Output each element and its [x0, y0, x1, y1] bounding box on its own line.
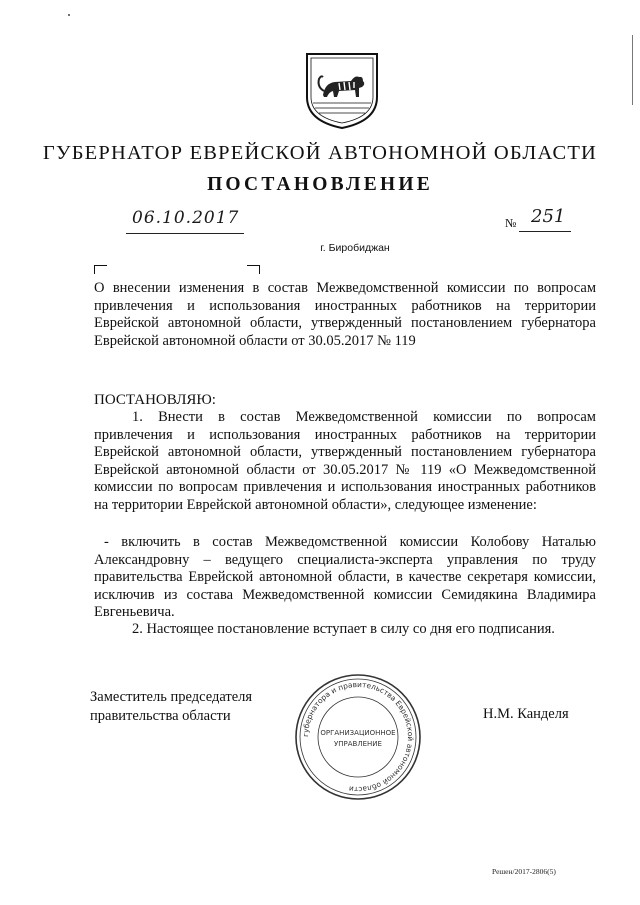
- document-number: [505, 206, 571, 234]
- document-city: г. Биробиджан: [320, 242, 390, 254]
- document-date: [126, 208, 244, 234]
- paragraph-1: 1. Внести в состав Межведомственной комиссии по вопросам привлечения и использования иностранных работников на территории Еврейской автономной области, утвержденный постановлением губернатора Еврейской автономной области от 30.05.2017 № 119 «О Межведомственной комиссии по вопросам привлечения и использования иностранных работников на территории Еврейской автономной области», следующее изменение:: [94, 409, 596, 513]
- coat-of-arms-tiger-icon: [303, 51, 381, 131]
- document-number-handwritten: 251: [531, 206, 566, 227]
- stamp-center-line-2: УПРАВЛЕНИЕ: [334, 740, 382, 748]
- signatory-position-line-2: правительства области: [90, 707, 231, 724]
- number-underline: [519, 231, 571, 232]
- stamp-center-line-1: ОРГАНИЗАЦИОННОЕ: [320, 729, 396, 737]
- official-stamp: [293, 672, 423, 802]
- document-subject: О внесении изменения в состав Межведомственной комиссии по вопросам привлечения и использования иностранных работников на территории Еврейской автономной области, утвержденный постановлением губернатора Еврейской автономной области от 30.05.2017 № 119: [94, 280, 596, 349]
- scan-edge-mark: [632, 35, 633, 105]
- subject-corner-left: [94, 265, 107, 274]
- decree-word: ПОСТАНОВЛЯЮ:: [94, 392, 216, 408]
- paragraph-3: 2. Настоящее постановление вступает в силу со дня его подписания.: [132, 621, 555, 637]
- scan-speck: [68, 14, 70, 16]
- stamp-ring-text: губернатора и правительства Еврейской автономной области: [300, 679, 416, 795]
- subject-corner-right: [247, 265, 260, 274]
- date-underline: [126, 233, 244, 234]
- footer-code: Решен/2017-2806(5): [492, 867, 556, 876]
- document-issuer-title: ГУБЕРНАТОР ЕВРЕЙСКОЙ АВТОНОМНОЙ ОБЛАСТИ: [42, 142, 598, 164]
- signatory-position-line-1: Заместитель председателя: [90, 689, 253, 705]
- number-sign: №: [505, 216, 517, 230]
- document-type-title: ПОСТАНОВЛЕНИЕ: [207, 174, 433, 195]
- paragraph-2: - включить в состав Межведомственной комиссии Колобову Наталью Александровну – ведущего специалиста-эксперта управления по труду правительства Еврейской автономной области, в качестве секретаря комиссии, исключив из состава Межведомственной комиссии Семидякина Владимира Евгеньевича.: [94, 534, 596, 620]
- signatory-position: [90, 688, 252, 725]
- document-date-handwritten: 06.10.2017: [132, 208, 240, 228]
- signatory-name: Н.М. Канделя: [483, 706, 569, 722]
